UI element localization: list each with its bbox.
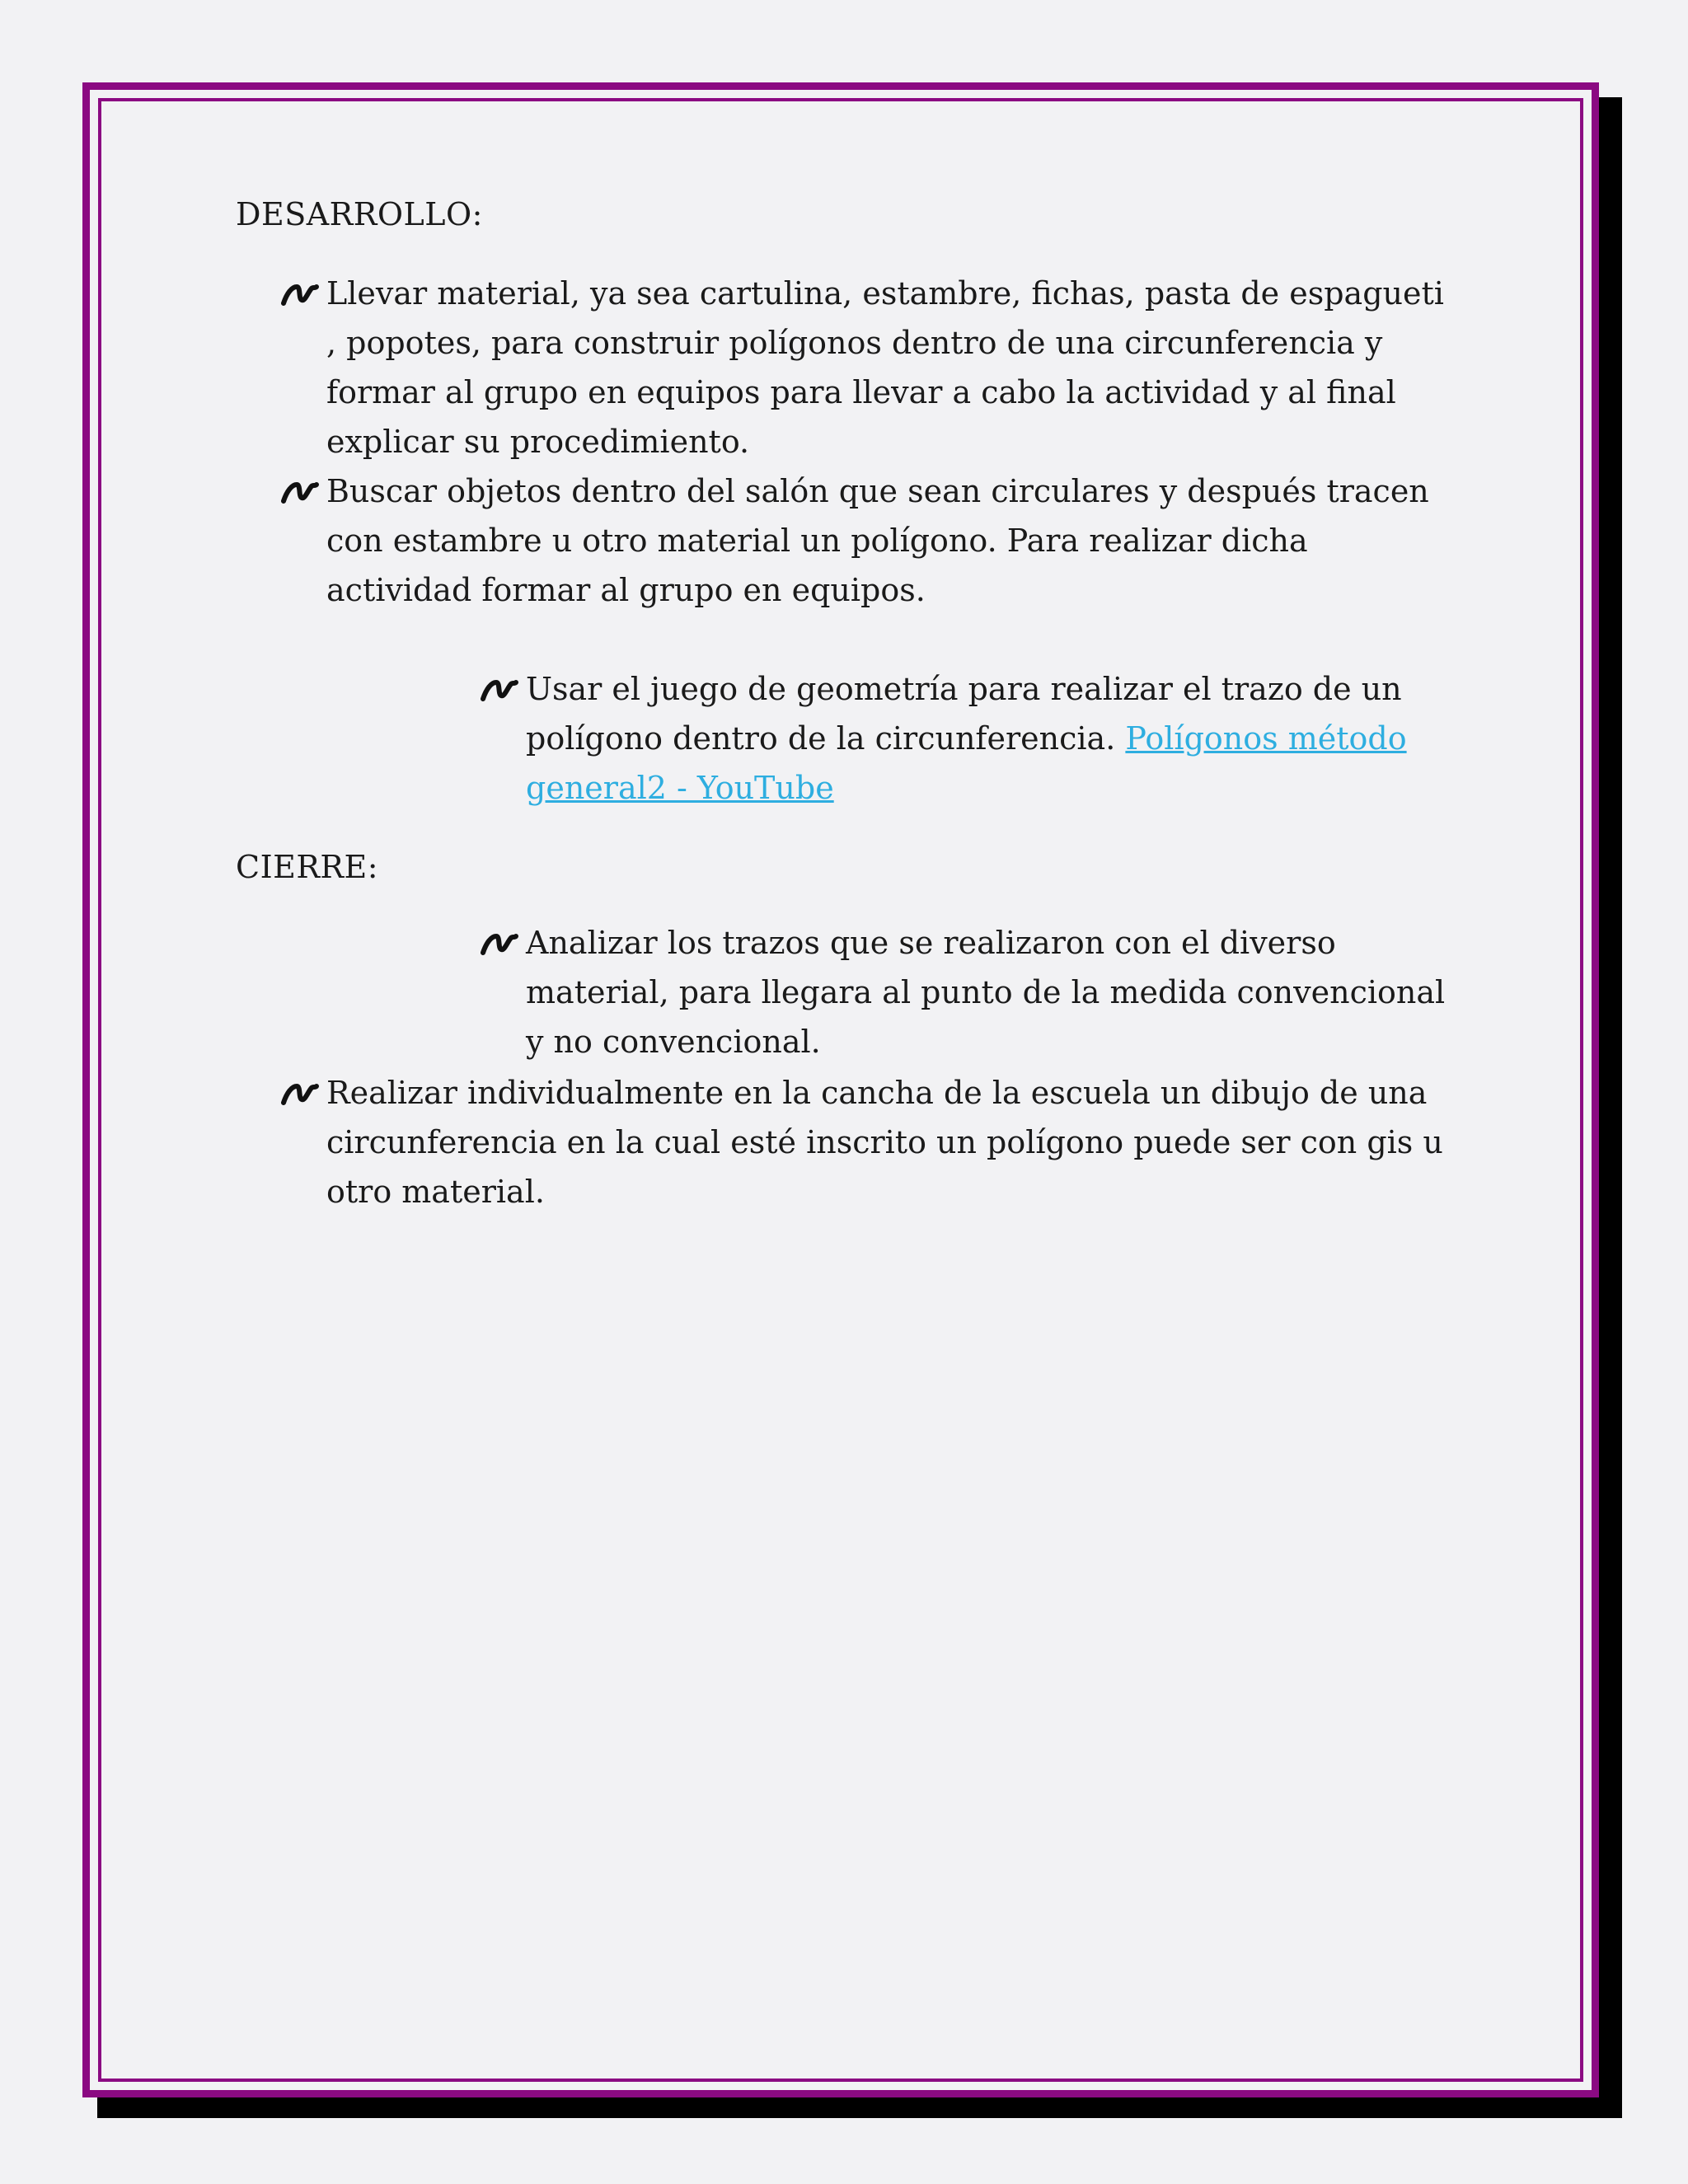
scribble-bullet-icon (480, 918, 526, 968)
list-item (280, 466, 1451, 615)
list-item (280, 269, 1451, 466)
section-heading-cierre: CIERRE: (236, 849, 379, 885)
list-item (280, 1068, 1451, 1216)
section-heading-desarrollo: DESARROLLO: (236, 196, 483, 232)
list-item (480, 918, 1452, 1066)
list-item-text: Llevar material, ya sea cartulina, estambre, fichas, pasta de espagueti , popotes, para construir polígonos dentro de una circunferencia y formar al grupo en equipos para llevar a cabo la actividad y al final explicar su procedimiento. (326, 275, 1444, 460)
list-item-text: Realizar individualmente en la cancha de la escuela un dibujo de una circunferencia en la cual esté inscrito un polígono puede ser con gis u otro material. (326, 1075, 1443, 1210)
scribble-bullet-icon (280, 269, 326, 318)
youtube-link[interactable]: Polígonos método general2 - YouTube (526, 720, 1407, 806)
list-item-text (526, 664, 1452, 813)
list-item (480, 664, 1452, 813)
scribble-bullet-icon (480, 664, 526, 714)
scribble-bullet-icon (280, 466, 326, 516)
list-item-text-body: Usar el juego de geometría para realizar el trazo de un polígono dentro de la circunferencia. (526, 671, 1402, 757)
scribble-bullet-icon (280, 1068, 326, 1118)
list-item-text: Analizar los trazos que se realizaron con el diverso material, para llegara al punto de la medida convencional y no convencional. (526, 925, 1446, 1060)
list-item-text: Buscar objetos dentro del salón que sean circulares y después tracen con estambre u otro material un polígono. Para realizar dicha actividad formar al grupo en equipos. (326, 473, 1429, 608)
